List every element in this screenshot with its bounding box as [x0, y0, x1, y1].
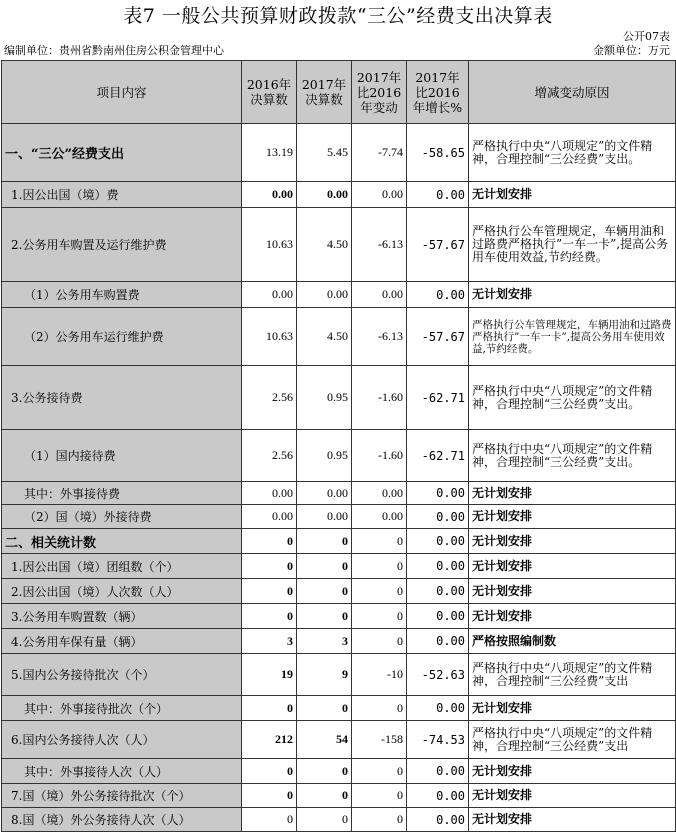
row-change: 0 — [352, 784, 407, 808]
table-row — [2, 505, 676, 529]
row-2016: 13.19 — [242, 124, 297, 182]
row-2017: 0 — [297, 579, 352, 604]
compiling-unit: 编制单位：贵州省黔南州住房公积金管理中心 — [4, 44, 224, 57]
row-reason: 无计划安排 — [469, 505, 676, 529]
row-reason: 无计划安排 — [469, 808, 676, 832]
row-change: -158 — [352, 721, 407, 759]
row-2017: 9 — [297, 654, 352, 696]
row-item: 4.公务用车保有量（辆） — [2, 629, 242, 654]
row-item: 其中：外事接待批次（个） — [2, 696, 242, 721]
row-2016: 212 — [242, 721, 297, 759]
row-reason: 无计划安排 — [469, 579, 676, 604]
row-change: 0 — [352, 579, 407, 604]
row-change: 0.00 — [352, 505, 407, 529]
row-2017: 0 — [297, 784, 352, 808]
row-item: 3.公务接待费 — [2, 366, 242, 430]
row-change: 0 — [352, 808, 407, 832]
row-change: -1.60 — [352, 430, 407, 482]
row-2016: 10.63 — [242, 308, 297, 366]
table-row — [2, 604, 676, 629]
row-growth: 0.00 — [407, 505, 469, 529]
row-2017: 4.50 — [297, 208, 352, 282]
row-change: -6.13 — [352, 308, 407, 366]
row-reason: 严格执行公车管理规定，车辆用油和过路费严格执行”一车一卡”,提高公务用车使用效益,节约经费。 — [469, 308, 676, 366]
row-item: 2.因公出国（境）人次数（人） — [2, 579, 242, 604]
table-row — [2, 721, 676, 759]
row-2016: 3 — [242, 629, 297, 654]
row-growth: 0.00 — [407, 604, 469, 629]
row-item: （1）国内接待费 — [2, 430, 242, 482]
row-growth: 0.00 — [407, 554, 469, 579]
row-2017: 0.00 — [297, 505, 352, 529]
row-2017: 0 — [297, 759, 352, 784]
row-2016: 0 — [242, 808, 297, 832]
row-change: 0.00 — [352, 482, 407, 505]
row-change: 0.00 — [352, 182, 407, 208]
table-row — [2, 430, 676, 482]
header-2016: 2016年 决算数 — [242, 61, 297, 124]
row-growth: -62.71 — [407, 430, 469, 482]
row-2016: 0 — [242, 529, 297, 554]
row-2016: 10.63 — [242, 208, 297, 282]
table-row — [2, 629, 676, 654]
row-growth: -57.67 — [407, 208, 469, 282]
row-reason: 严格执行中央“八项规定”的文件精神，合理控制“三公经费”支出。 — [469, 124, 676, 182]
table-row — [2, 808, 676, 832]
row-item: 8.国（境）外公务接待人次（人） — [2, 808, 242, 832]
row-growth: -52.63 — [407, 654, 469, 696]
row-change: 0 — [352, 604, 407, 629]
row-item: 其中：外事接待费 — [2, 482, 242, 505]
row-2016: 0 — [242, 604, 297, 629]
row-2016: 0.00 — [242, 482, 297, 505]
row-item: 3.公务用车购置数（辆） — [2, 604, 242, 629]
table-row — [2, 282, 676, 308]
row-item: 6.国内公务接待人次（人） — [2, 721, 242, 759]
row-item: 7.国（境）外公务接待批次（个） — [2, 784, 242, 808]
row-2017: 0.95 — [297, 366, 352, 430]
row-item: 其中：外事接待人次（人） — [2, 759, 242, 784]
row-change: 0.00 — [352, 282, 407, 308]
row-2016: 0 — [242, 579, 297, 604]
row-2016: 2.56 — [242, 430, 297, 482]
header-change: 2017年 比2016 年变动 — [352, 61, 407, 124]
header-growth: 2017年 比2016 年增长% — [407, 61, 469, 124]
row-reason: 无计划安排 — [469, 529, 676, 554]
row-2016: 0.00 — [242, 282, 297, 308]
row-change: -1.60 — [352, 366, 407, 430]
row-change: 0 — [352, 696, 407, 721]
row-growth: 0.00 — [407, 529, 469, 554]
table-row — [2, 182, 676, 208]
table-row — [2, 208, 676, 282]
row-item: （2）国（境）外接待费 — [2, 505, 242, 529]
row-reason: 无计划安排 — [469, 696, 676, 721]
table-row — [2, 529, 676, 554]
row-reason: 严格执行公车管理规定，车辆用油和过路费严格执行”一车一卡”,提高公务用车使用效益,节约经费。 — [469, 208, 676, 282]
row-reason: 严格执行中央“八项规定”的文件精神，合理控制“三公经费”支出。 — [469, 366, 676, 430]
table-row — [2, 696, 676, 721]
table-row — [2, 654, 676, 696]
table-row — [2, 759, 676, 784]
row-growth: 0.00 — [407, 696, 469, 721]
row-growth: 0.00 — [407, 808, 469, 832]
table-row — [2, 482, 676, 505]
row-reason: 严格执行中央“八项规定”的文件精神，合理控制“三公经费”支出 — [469, 654, 676, 696]
row-2017: 54 — [297, 721, 352, 759]
table-header-row — [2, 61, 676, 124]
row-change: 0 — [352, 759, 407, 784]
header-item: 项目内容 — [2, 61, 242, 124]
table-row — [2, 124, 676, 182]
row-change: -7.74 — [352, 124, 407, 182]
row-item: 1.因公出国（境）费 — [2, 182, 242, 208]
row-reason: 无计划安排 — [469, 554, 676, 579]
row-reason: 无计划安排 — [469, 604, 676, 629]
row-2017: 0 — [297, 808, 352, 832]
row-2017: 3 — [297, 629, 352, 654]
row-2017: 0 — [297, 554, 352, 579]
row-2017: 0.00 — [297, 482, 352, 505]
row-item: 5.国内公务接待批次（个） — [2, 654, 242, 696]
money-unit: 金额单位：万元 — [593, 44, 670, 57]
page-title: 表7 一般公共预算财政拨款“三公”经费支出决算表 — [123, 5, 553, 27]
row-item: 二、相关统计数 — [2, 529, 242, 554]
table-row — [2, 308, 676, 366]
row-reason: 严格执行中央“八项规定”的文件精神，合理控制“三公经费”支出。 — [469, 430, 676, 482]
row-2016: 0 — [242, 784, 297, 808]
row-reason: 无计划安排 — [469, 784, 676, 808]
row-2017: 0 — [297, 529, 352, 554]
row-2017: 0.00 — [297, 282, 352, 308]
row-item: （2）公务用车运行维护费 — [2, 308, 242, 366]
row-item: 1.因公出国（境）团组数（个） — [2, 554, 242, 579]
row-reason: 无计划安排 — [469, 282, 676, 308]
row-growth: 0.00 — [407, 784, 469, 808]
row-reason: 无计划安排 — [469, 182, 676, 208]
row-2016: 0 — [242, 696, 297, 721]
row-change: -10 — [352, 654, 407, 696]
form-code: 公开07表 — [623, 30, 670, 43]
row-growth: 0.00 — [407, 182, 469, 208]
row-2017: 0 — [297, 696, 352, 721]
row-reason: 无计划安排 — [469, 759, 676, 784]
row-2017: 4.50 — [297, 308, 352, 366]
row-growth: -62.71 — [407, 366, 469, 430]
row-growth: 0.00 — [407, 579, 469, 604]
row-growth: 0.00 — [407, 282, 469, 308]
row-2017: 5.45 — [297, 124, 352, 182]
row-2016: 0.00 — [242, 182, 297, 208]
row-2016: 19 — [242, 654, 297, 696]
table-row — [2, 554, 676, 579]
row-change: 0 — [352, 629, 407, 654]
row-2016: 0.00 — [242, 505, 297, 529]
table-row — [2, 366, 676, 430]
row-reason: 无计划安排 — [469, 482, 676, 505]
row-change: 0 — [352, 554, 407, 579]
table-row — [2, 579, 676, 604]
row-reason: 严格执行中央“八项规定”的文件精神，合理控制“三公经费”支出 — [469, 721, 676, 759]
row-change: 0 — [352, 529, 407, 554]
row-2017: 0.00 — [297, 182, 352, 208]
row-2017: 0.95 — [297, 430, 352, 482]
row-growth: 0.00 — [407, 759, 469, 784]
row-growth: -57.67 — [407, 308, 469, 366]
row-2017: 0 — [297, 604, 352, 629]
row-growth: -58.65 — [407, 124, 469, 182]
row-growth: -74.53 — [407, 721, 469, 759]
row-item: 一、“三公”经费支出 — [2, 124, 242, 182]
header-reason: 增减变动原因 — [469, 61, 676, 124]
expenditure-table — [1, 60, 676, 832]
row-2016: 0 — [242, 759, 297, 784]
row-reason: 严格按照编制数 — [469, 629, 676, 654]
row-item: （1）公务用车购置费 — [2, 282, 242, 308]
table-row — [2, 784, 676, 808]
row-item: 2.公务用车购置及运行维护费 — [2, 208, 242, 282]
row-growth: 0.00 — [407, 629, 469, 654]
row-2016: 2.56 — [242, 366, 297, 430]
row-growth: 0.00 — [407, 482, 469, 505]
row-2016: 0 — [242, 554, 297, 579]
row-change: -6.13 — [352, 208, 407, 282]
header-2017: 2017年 决算数 — [297, 61, 352, 124]
